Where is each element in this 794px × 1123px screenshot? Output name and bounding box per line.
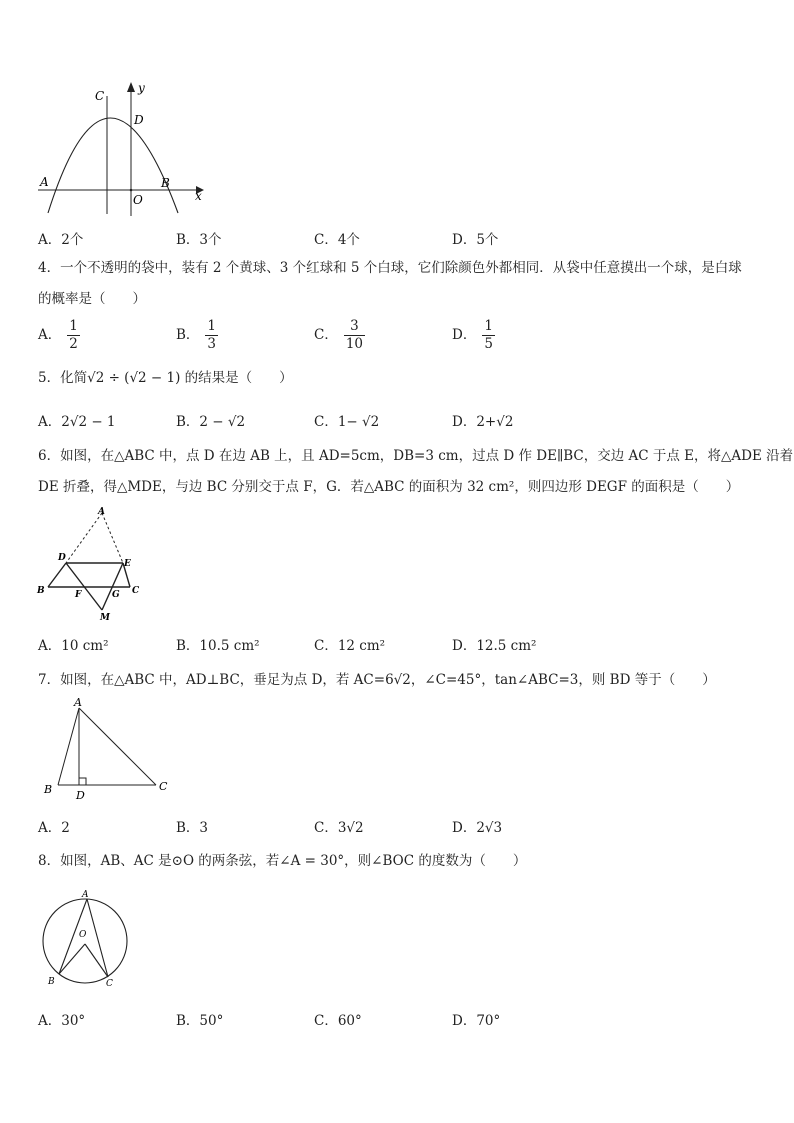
q5-option-c[interactable]: C．1− √2: [314, 414, 380, 430]
right-angle-mark: [79, 778, 86, 785]
label-b: B: [37, 586, 45, 596]
q5-option-d[interactable]: D．2+√2: [452, 414, 514, 430]
q4-text-line2: 的概率是（ ）: [38, 291, 146, 307]
q4-option-d-prefix: D．: [452, 327, 477, 343]
q8-option-d[interactable]: D．70°: [452, 1013, 501, 1029]
q3-option-c[interactable]: C．4个: [314, 232, 360, 248]
label-d: D: [76, 789, 85, 802]
label-b: B: [161, 176, 170, 190]
label-e: E: [124, 559, 131, 569]
q7-option-a[interactable]: A．2: [38, 820, 70, 836]
label-a: A: [98, 507, 105, 517]
q8-figure: [36, 886, 136, 990]
numerator: 1: [69, 318, 78, 334]
q4-option-b-prefix: B．: [176, 327, 200, 343]
q5-text: 5．化简√2 ÷ (√2 − 1) 的结果是（ ）: [38, 370, 293, 386]
label-g: G: [112, 590, 120, 600]
label-c: C: [159, 780, 168, 793]
q4-option-b-fraction: [205, 318, 218, 353]
origin-dot: [130, 189, 133, 192]
parabola-curve: [48, 118, 178, 213]
label-b: B: [48, 977, 55, 987]
label-a: A: [82, 890, 89, 900]
label-y: y: [138, 81, 145, 95]
q6-figure: [34, 505, 144, 623]
label-c: C: [132, 586, 140, 596]
label-b: B: [44, 783, 53, 796]
q4-option-c-prefix: C．: [314, 327, 338, 343]
q4-option-b[interactable]: [176, 318, 218, 353]
q6-option-d[interactable]: D．12.5 cm²: [452, 638, 537, 654]
q6-option-a[interactable]: A．10 cm²: [38, 638, 109, 654]
numerator: 1: [207, 318, 217, 334]
label-f: F: [75, 590, 82, 600]
denominator: 2: [69, 336, 78, 352]
label-d: D: [134, 113, 144, 127]
denominator: 3: [207, 336, 217, 352]
q5-option-b[interactable]: B．2 − √2: [176, 414, 246, 430]
y-axis-arrow: [127, 82, 135, 92]
chord-ac: [87, 899, 108, 977]
q4-option-c-fraction: [344, 318, 365, 353]
label-x: x: [195, 189, 202, 203]
q8-option-a[interactable]: A．30°: [38, 1013, 86, 1029]
circle-o: [43, 899, 127, 983]
q7-text: 7．如图，在△ABC 中，AD⊥BC，垂足为点 D，若 AC=6√2，∠C=45°，tan∠ABC=3，则 BD 等于（ ）: [38, 672, 716, 688]
q5-option-a[interactable]: A．2√2 − 1: [38, 414, 116, 430]
q3-option-d[interactable]: D．5个: [452, 232, 499, 248]
q4-option-a-fraction: [67, 318, 80, 353]
q3-option-a[interactable]: A．2个: [38, 232, 84, 248]
q4-option-c[interactable]: [314, 318, 365, 353]
q7-figure: [38, 698, 178, 803]
q6-text-line1: 6．如图，在△ABC 中，点 D 在边 AB 上，且 AD=5cm，DB=3 cm，过点 D 作 DE∥BC，交边 AC 于点 E，将△ADE 沿着: [38, 448, 794, 464]
q3-option-b[interactable]: B．3个: [176, 232, 222, 248]
label-c: C: [106, 979, 113, 989]
label-o: O: [79, 930, 87, 940]
q8-option-b[interactable]: B．50°: [176, 1013, 224, 1029]
numerator: 3: [344, 318, 365, 336]
q8-text: 8．如图，AB、AC 是⊙O 的两条弦，若∠A = 30°，则∠BOC 的度数为（ ）: [38, 853, 527, 869]
parabola-figure: [30, 78, 210, 218]
label-a: A: [40, 175, 49, 189]
denominator: 5: [484, 336, 493, 352]
q6-text-line2: DE 折叠，得△MDE，与边 BC 分别交于点 F，G．若△ABC 的面积为 32 cm²，则四边形 DEGF 的面积是（ ）: [38, 479, 740, 495]
segment-ab: [58, 708, 79, 785]
q7-option-b[interactable]: B．3: [176, 820, 209, 836]
segment-ad: [66, 513, 102, 563]
segment-ac: [79, 708, 156, 785]
q4-option-d-fraction: [482, 318, 495, 353]
q6-option-b[interactable]: B．10.5 cm²: [176, 638, 260, 654]
segment-db: [48, 563, 66, 587]
radius-oc: [85, 944, 108, 977]
label-o: O: [133, 193, 143, 207]
segment-ae: [102, 513, 123, 563]
q8-option-c[interactable]: C．60°: [314, 1013, 362, 1029]
label-a: A: [74, 698, 82, 709]
q7-option-c[interactable]: C．3√2: [314, 820, 364, 836]
label-m: M: [100, 613, 110, 623]
q6-option-c[interactable]: C．12 cm²: [314, 638, 386, 654]
radius-ob: [59, 944, 85, 974]
q4-option-d[interactable]: [452, 318, 495, 353]
q7-option-d[interactable]: D．2√3: [452, 820, 503, 836]
q4-text-line1: 4．一个不透明的袋中，装有 2 个黄球、3 个红球和 5 个白球，它们除颜色外都相同．从袋中任意摸出一个球，是白球: [38, 260, 742, 276]
numerator: 1: [484, 318, 493, 334]
q4-option-a-prefix: A．: [38, 327, 62, 343]
q4-option-a[interactable]: [38, 318, 80, 353]
label-d: D: [58, 553, 66, 563]
label-c: C: [95, 89, 105, 103]
denominator: 10: [345, 336, 364, 352]
